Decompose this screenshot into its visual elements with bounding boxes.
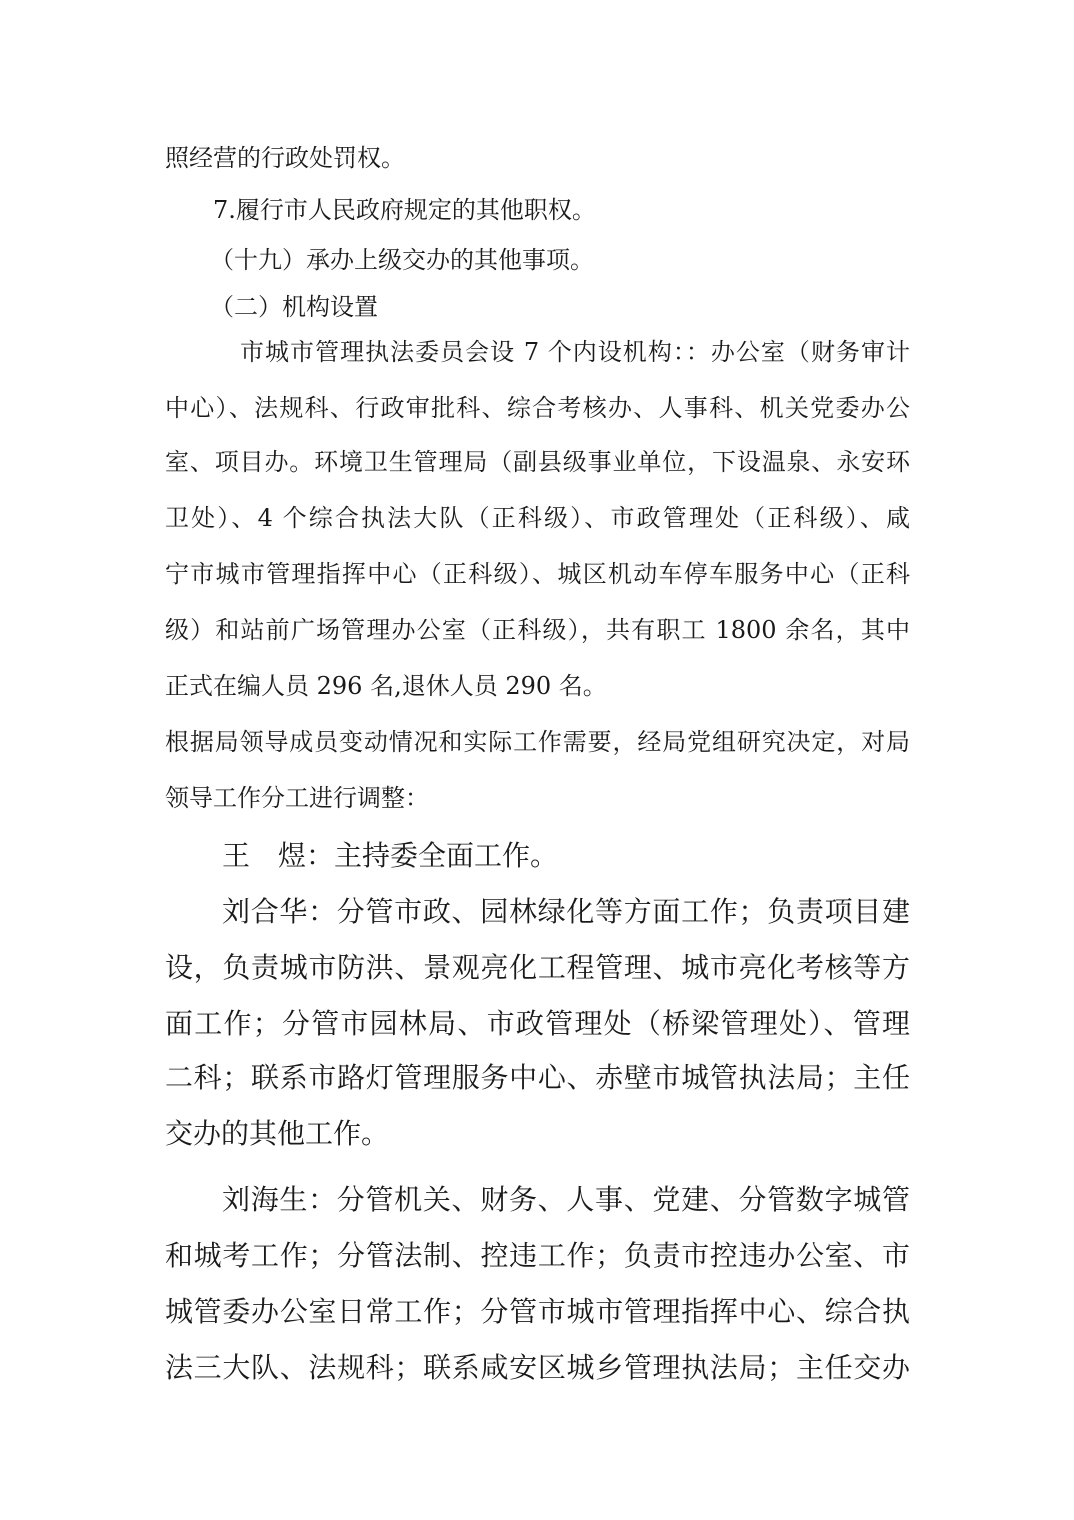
text-line: 面工作；分管市园林局、市政管理处（桥梁管理处）、管理: [165, 1007, 910, 1040]
text-line: （十九）承办上级交办的其他事项。: [210, 246, 594, 274]
text-line: 室、项目办。环境卫生管理局（副县级事业单位，下设温泉、永安环: [165, 448, 910, 476]
text-line: 设，负责城市防洪、景观亮化工程管理、城市亮化考核等方: [165, 951, 910, 984]
text-line: 交办的其他工作。: [165, 1117, 390, 1150]
text-line: 城管委办公室日常工作；分管市城市管理指挥中心、综合执: [165, 1295, 910, 1328]
text-line: 刘海生：分管机关、财务、人事、党建、分管数字城管: [222, 1183, 910, 1216]
text-line: 市城市管理执法委员会设 7 个内设机构：：办公室（财务审计: [240, 338, 910, 366]
text-line: 中心）、法规科、行政审批科、综合考核办、人事科、机关党委办公: [165, 394, 910, 422]
text-line: 卫处）、4 个综合执法大队（正科级）、市政管理处（正科级）、咸: [165, 504, 910, 532]
text-line: 级）和站前广场管理办公室（正科级），共有职工 1800 余名，其中: [165, 616, 910, 644]
text-line: 根据局领导成员变动情况和实际工作需要，经局党组研究决定，对局: [165, 728, 910, 756]
text-line: 王 煜：主持委全面工作。: [222, 839, 559, 872]
text-line: 正式在编人员 296 名,退休人员 290 名。: [165, 672, 607, 700]
section-heading: （二）机构设置: [210, 293, 378, 321]
text-line: 刘合华：分管市政、园林绿化等方面工作；负责项目建: [222, 895, 910, 928]
text-line: 二科；联系市路灯管理服务中心、赤壁市城管执法局；主任: [165, 1061, 910, 1094]
text-line: 7.履行市人民政府规定的其他职权。: [213, 196, 596, 224]
text-line: 法三大队、法规科；联系咸安区城乡管理执法局；主任交办: [165, 1351, 910, 1384]
text-line: 领导工作分工进行调整：: [165, 784, 429, 812]
text-line: 和城考工作；分管法制、控违工作；负责市控违办公室、市: [165, 1239, 910, 1272]
text-line: 照经营的行政处罚权。: [165, 144, 405, 172]
text-line: 宁市城市管理指挥中心（正科级）、城区机动车停车服务中心（正科: [165, 560, 910, 588]
